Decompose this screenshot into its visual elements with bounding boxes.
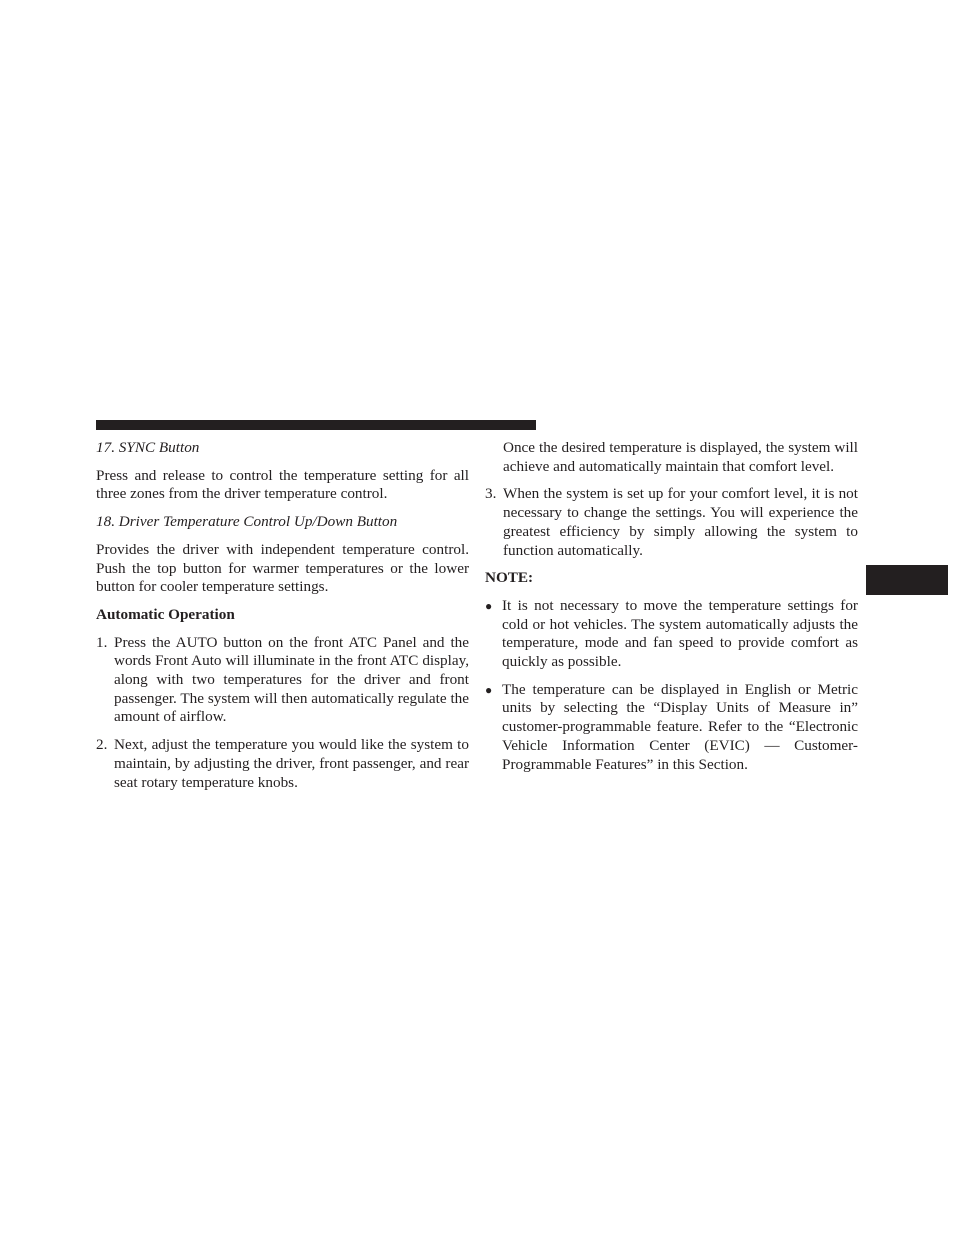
- note-bullet-2: [485, 681, 858, 775]
- note-bullet-1: [485, 597, 858, 672]
- bullet-icon: ●: [485, 598, 493, 613]
- driver-temp-control-heading: 18. Driver Temperature Control Up/Down Button: [96, 513, 398, 531]
- step-2-text: Next, adjust the temperature you would like the system to maintain, by adjusting the driver, front passenger, and rear seat rotary temperature knobs.: [114, 736, 469, 791]
- note-bullet-2-text: The temperature can be displayed in English or Metric units by selecting the “Display Units of Measure in” customer-programmable feature. Refer to the “Electronic Vehicle Information Center (EVIC) — Customer-Programmable Features” in this Section.: [502, 680, 858, 773]
- step-3-text: When the system is set up for your comfort level, it is not necessary to change the settings. You will experience the greatest efficiency by simply allowing the system to function automatically.: [503, 485, 858, 559]
- right-column: [485, 439, 858, 783]
- step-1: [96, 634, 469, 728]
- note-label: NOTE:: [485, 569, 534, 587]
- step-2-continued: Once the desired temperature is displayed, the system will achieve and automatically maintain that comfort level.: [503, 439, 858, 475]
- left-column: [96, 439, 469, 801]
- section-top-rule: [96, 420, 536, 430]
- step-3: [485, 485, 858, 560]
- note-bullet-1-text: It is not necessary to move the temperature settings for cold or hot vehicles. The system automatically adjusts the temperature, mode and fan speed to provide comfort as quickly as possible.: [502, 596, 858, 671]
- bullet-icon: ●: [485, 682, 493, 697]
- step-1-number: 1.: [96, 633, 108, 651]
- driver-temp-control-description: Provides the driver with independent temperature control. Push the top button for warmer temperatures or the lower button for cooler temperature settings.: [96, 540, 469, 596]
- automatic-operation-heading: Automatic Operation: [96, 605, 235, 623]
- sync-button-heading: 17. SYNC Button: [96, 439, 200, 456]
- step-3-number: 3.: [485, 485, 497, 503]
- chapter-side-tab: [866, 565, 948, 595]
- step-1-text: Press the AUTO button on the front ATC Panel and the words Front Auto will illuminate in the front ATC display, along with two temperatures for the driver and front passenger. The system will then automatically regulate the amount of airflow.: [114, 633, 469, 726]
- step-2: [96, 736, 469, 792]
- sync-button-description: Press and release to control the temperature setting for all three zones from the driver temperature control.: [96, 466, 469, 503]
- step-2-number: 2.: [96, 736, 108, 754]
